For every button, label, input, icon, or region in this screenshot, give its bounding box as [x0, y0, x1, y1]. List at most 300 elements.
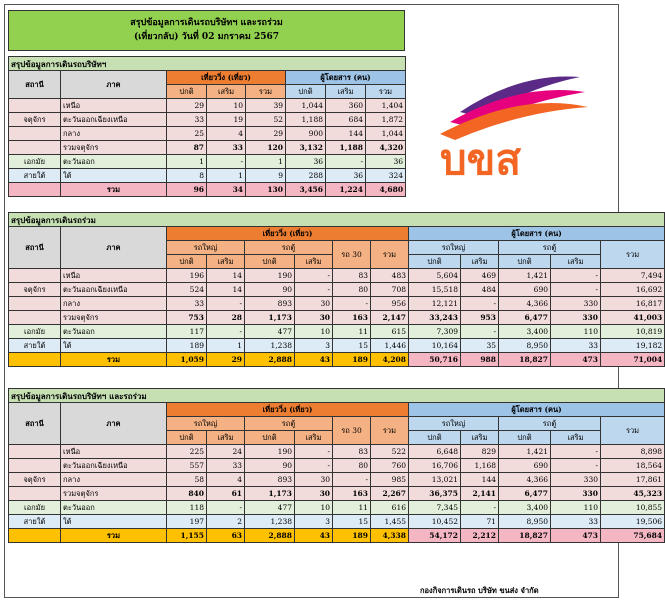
value-cell: 1,173 — [245, 487, 295, 501]
value-cell: 25 — [167, 127, 207, 141]
region-cell: ตะวันออก — [61, 325, 167, 339]
value-cell: 33 — [167, 113, 207, 127]
value-cell: 83 — [333, 445, 371, 459]
value-cell: 473 — [551, 353, 601, 367]
value-cell: 324 — [366, 169, 406, 183]
col-total: รวม — [371, 417, 409, 445]
value-cell: 14 — [207, 283, 245, 297]
value-cell: 2,147 — [371, 311, 409, 325]
value-cell: 71,004 — [601, 353, 665, 367]
value-cell: 18,564 — [601, 459, 665, 473]
value-cell: 288 — [286, 169, 326, 183]
value-cell: 80 — [333, 283, 371, 297]
value-cell: 18,827 — [499, 353, 551, 367]
value-cell: 1 — [167, 155, 207, 169]
value-cell: 71 — [461, 515, 499, 529]
value-cell: - — [295, 445, 333, 459]
table-row — [9, 529, 665, 543]
col-total: รวม — [366, 85, 406, 99]
value-cell: 2,212 — [461, 529, 499, 543]
value-cell: - — [207, 155, 246, 169]
value-cell: 953 — [461, 311, 499, 325]
value-cell: 760 — [371, 459, 409, 473]
value-cell: 19,182 — [601, 339, 665, 353]
value-cell: 690 — [499, 459, 551, 473]
value-cell: 3,132 — [286, 141, 326, 155]
value-cell: 118 — [167, 501, 207, 515]
value-cell: 197 — [167, 515, 207, 529]
value-cell: - — [551, 269, 601, 283]
col-big-bus: รถใหญ่ — [409, 241, 499, 255]
value-cell: 956 — [371, 297, 409, 311]
value-cell: 1,155 — [167, 529, 207, 543]
region-cell: กลาง — [61, 127, 167, 141]
value-cell: 16,692 — [601, 283, 665, 297]
table-body — [9, 445, 665, 543]
value-cell: - — [207, 325, 245, 339]
value-cell: 1,238 — [245, 339, 295, 353]
table-row — [9, 169, 406, 183]
table-row — [9, 515, 665, 529]
region-cell: ตะวันออกเฉียงเหนือ — [61, 283, 167, 297]
value-cell: 45,323 — [601, 487, 665, 501]
station-cell — [9, 529, 61, 543]
value-cell: 330 — [551, 487, 601, 501]
value-cell: 900 — [286, 127, 326, 141]
col-station: สถานี — [9, 227, 61, 269]
value-cell: - — [551, 445, 601, 459]
value-cell: 17,861 — [601, 473, 665, 487]
col-extra: เสริม — [295, 431, 333, 445]
col-van: รถตู้ — [245, 417, 333, 431]
value-cell: 19,506 — [601, 515, 665, 529]
value-cell: 12,121 — [409, 297, 461, 311]
value-cell: 330 — [551, 311, 601, 325]
value-cell: 477 — [245, 501, 295, 515]
col-extra: เสริม — [207, 85, 246, 99]
region-cell: กลาง — [61, 297, 167, 311]
region-cell: เหนือ — [61, 99, 167, 113]
col-big-bus: รถใหญ่ — [167, 417, 245, 431]
col-van: รถตู้ — [499, 417, 601, 431]
station-cell: สายใต้ — [9, 169, 61, 183]
value-cell: 130 — [246, 183, 286, 197]
value-cell: 15,518 — [409, 283, 461, 297]
region-cell: ใต้ — [61, 339, 167, 353]
value-cell: - — [207, 501, 245, 515]
value-cell: 96 — [167, 183, 207, 197]
region-cell: รวม — [61, 529, 167, 543]
col-normal: ปกติ — [167, 85, 207, 99]
value-cell: 3,400 — [499, 325, 551, 339]
value-cell: 15 — [333, 339, 371, 353]
table-row — [9, 297, 665, 311]
value-cell: 3,456 — [286, 183, 326, 197]
value-cell: 690 — [499, 283, 551, 297]
value-cell: 3 — [295, 339, 333, 353]
region-cell: รวมจตุจักร — [61, 311, 167, 325]
value-cell: 469 — [461, 269, 499, 283]
col-extra: เสริม — [551, 431, 601, 445]
value-cell: 8 — [167, 169, 207, 183]
table-row — [9, 141, 406, 155]
value-cell: 144 — [326, 127, 366, 141]
value-cell: - — [207, 297, 245, 311]
col-station: สถานี — [9, 403, 61, 445]
value-cell: 4,366 — [499, 297, 551, 311]
value-cell: 4,320 — [366, 141, 406, 155]
value-cell: 1,421 — [499, 445, 551, 459]
value-cell: 708 — [371, 283, 409, 297]
value-cell: 1 — [207, 339, 245, 353]
value-cell: - — [295, 283, 333, 297]
col-normal: ปกติ — [499, 431, 551, 445]
value-cell: 19 — [207, 113, 246, 127]
table-row — [9, 269, 665, 283]
value-cell: - — [551, 283, 601, 297]
col-trips: เที่ยววิ่ง (เที่ยว) — [167, 71, 286, 85]
table-row — [9, 183, 406, 197]
value-cell: 4 — [207, 127, 246, 141]
table-row — [9, 325, 665, 339]
value-cell: 16,706 — [409, 459, 461, 473]
table-body — [9, 269, 665, 367]
station-cell — [9, 269, 61, 283]
col-big-bus: รถใหญ่ — [167, 241, 245, 255]
value-cell: 4,680 — [366, 183, 406, 197]
value-cell: 36 — [366, 155, 406, 169]
value-cell: 87 — [167, 141, 207, 155]
value-cell: 63 — [207, 529, 245, 543]
col-extra: เสริม — [461, 255, 499, 269]
value-cell: 2,267 — [371, 487, 409, 501]
value-cell: 1,044 — [286, 99, 326, 113]
table-row — [9, 473, 665, 487]
value-cell: 2,888 — [245, 353, 295, 367]
col-region: ภาค — [61, 403, 167, 445]
value-cell: 483 — [371, 269, 409, 283]
value-cell: - — [295, 459, 333, 473]
value-cell: 7,494 — [601, 269, 665, 283]
table-row — [9, 487, 665, 501]
company-summary-table — [8, 56, 406, 197]
table-row — [9, 311, 665, 325]
col-region: ภาค — [61, 71, 167, 99]
station-cell — [9, 183, 61, 197]
value-cell: - — [461, 325, 499, 339]
region-cell: ตะวันออกเฉียงเหนือ — [61, 113, 167, 127]
table-row — [9, 445, 665, 459]
value-cell: 61 — [207, 487, 245, 501]
value-cell: 1,455 — [371, 515, 409, 529]
value-cell: 189 — [333, 529, 371, 543]
col-extra: เสริม — [207, 431, 245, 445]
value-cell: 75,684 — [601, 529, 665, 543]
station-cell: จตุจักร — [9, 473, 61, 487]
table-row — [9, 501, 665, 515]
station-cell — [9, 487, 61, 501]
value-cell: 1,404 — [366, 99, 406, 113]
region-cell: ใต้ — [61, 515, 167, 529]
value-cell: 120 — [246, 141, 286, 155]
value-cell: 8,950 — [499, 339, 551, 353]
col-region: ภาค — [61, 227, 167, 269]
value-cell: 29 — [207, 353, 245, 367]
value-cell: 1,188 — [326, 141, 366, 155]
region-cell: รวมจตุจักร — [61, 141, 167, 155]
value-cell: 2,888 — [245, 529, 295, 543]
col-total: รวม — [371, 241, 409, 269]
value-cell: 5,604 — [409, 269, 461, 283]
value-cell: 2,141 — [461, 487, 499, 501]
col-extra: เสริม — [326, 85, 366, 99]
col-station: สถานี — [9, 71, 61, 99]
table-row — [9, 459, 665, 473]
footer-credit: กองกิจการเดินรถ บริษัท ขนส่ง จำกัด — [420, 586, 539, 595]
station-cell — [9, 445, 61, 459]
col-normal: ปกติ — [167, 431, 207, 445]
station-cell: เอกมัย — [9, 501, 61, 515]
value-cell: 11 — [333, 501, 371, 515]
value-cell: 4,208 — [371, 353, 409, 367]
value-cell: 1 — [207, 169, 246, 183]
value-cell: 2 — [207, 515, 245, 529]
value-cell: 50,716 — [409, 353, 461, 367]
region-cell: รวมจตุจักร — [61, 487, 167, 501]
value-cell: 1,173 — [245, 311, 295, 325]
col-total: รวม — [246, 85, 286, 99]
value-cell: 10 — [207, 99, 246, 113]
col-passengers: ผู้โดยสาร (คน) — [409, 403, 665, 417]
table-row — [9, 339, 665, 353]
logo-text: บขส — [440, 135, 522, 184]
col-passengers: ผู้โดยสาร (คน) — [409, 227, 665, 241]
value-cell: 189 — [333, 353, 371, 367]
station-cell — [9, 127, 61, 141]
station-cell: จตุจักร — [9, 113, 61, 127]
col-extra: เสริม — [551, 255, 601, 269]
region-cell: รวม — [61, 353, 167, 367]
value-cell: 14 — [207, 269, 245, 283]
value-cell: 33,243 — [409, 311, 461, 325]
value-cell: 34 — [207, 183, 246, 197]
value-cell: - — [461, 501, 499, 515]
table-row — [9, 99, 406, 113]
region-cell: เหนือ — [61, 269, 167, 283]
value-cell: 3 — [295, 515, 333, 529]
value-cell: 893 — [245, 473, 295, 487]
col-van: รถตู้ — [499, 241, 601, 255]
value-cell: 10,855 — [601, 501, 665, 515]
value-cell: 43 — [295, 529, 333, 543]
value-cell: 753 — [167, 311, 207, 325]
value-cell: 39 — [246, 99, 286, 113]
value-cell: - — [326, 155, 366, 169]
value-cell: 524 — [167, 283, 207, 297]
value-cell: - — [333, 473, 371, 487]
value-cell: 83 — [333, 269, 371, 283]
station-cell — [9, 99, 61, 113]
value-cell: 360 — [326, 99, 366, 113]
value-cell: 110 — [551, 501, 601, 515]
value-cell: 196 — [167, 269, 207, 283]
col-normal: ปกติ — [245, 255, 295, 269]
station-cell — [9, 459, 61, 473]
col-big-bus: รถใหญ่ — [409, 417, 499, 431]
col-normal: ปกติ — [409, 431, 461, 445]
value-cell: 30 — [295, 311, 333, 325]
value-cell: 30 — [295, 473, 333, 487]
value-cell: 1,872 — [366, 113, 406, 127]
value-cell: 117 — [167, 325, 207, 339]
value-cell: 557 — [167, 459, 207, 473]
value-cell: 4,366 — [499, 473, 551, 487]
region-cell: กลาง — [61, 473, 167, 487]
value-cell: 684 — [326, 113, 366, 127]
col-van: รถตู้ — [245, 241, 333, 255]
col-extra: เสริม — [461, 431, 499, 445]
value-cell: 330 — [551, 297, 601, 311]
value-cell: 10 — [295, 325, 333, 339]
value-cell: 29 — [246, 127, 286, 141]
station-cell: สายใต้ — [9, 515, 61, 529]
value-cell: 33 — [551, 339, 601, 353]
value-cell: 3,400 — [499, 501, 551, 515]
table-row — [9, 353, 665, 367]
col-total: รวม — [601, 241, 665, 269]
value-cell: 11 — [333, 325, 371, 339]
station-cell — [9, 297, 61, 311]
value-cell: 1,044 — [366, 127, 406, 141]
value-cell: 1,059 — [167, 353, 207, 367]
col-normal: ปกติ — [245, 431, 295, 445]
value-cell: 33 — [551, 515, 601, 529]
value-cell: 1,421 — [499, 269, 551, 283]
table-row — [9, 155, 406, 169]
value-cell: 29 — [167, 99, 207, 113]
value-cell: 522 — [371, 445, 409, 459]
value-cell: - — [461, 297, 499, 311]
col-total: รวม — [601, 417, 665, 445]
station-cell — [9, 353, 61, 367]
table-title: สรุปข้อมูลการเดินรถบริษัทฯ และรถร่วม — [9, 389, 665, 403]
value-cell: 16,817 — [601, 297, 665, 311]
table-body — [9, 99, 406, 197]
value-cell: 35 — [461, 339, 499, 353]
table-title: สรุปข้อมูลการเดินรถบริษัทฯ — [9, 57, 406, 71]
table-title: สรุปข้อมูลการเดินรถร่วม — [9, 213, 665, 227]
header-line2: (เที่ยวกลับ) วันที่ 02 มกราคม 2567 — [134, 32, 279, 42]
bks-logo — [420, 62, 590, 182]
col-extra: เสริม — [207, 255, 245, 269]
value-cell: 1,238 — [245, 515, 295, 529]
region-cell: ตะวันออก — [61, 155, 167, 169]
value-cell: 163 — [333, 311, 371, 325]
value-cell: 33 — [207, 459, 245, 473]
value-cell: 6,648 — [409, 445, 461, 459]
region-cell: ใต้ — [61, 169, 167, 183]
col-normal: ปกติ — [167, 255, 207, 269]
value-cell: 477 — [245, 325, 295, 339]
value-cell: 4 — [207, 473, 245, 487]
value-cell: 18,827 — [499, 529, 551, 543]
value-cell: 893 — [245, 297, 295, 311]
value-cell: 13,021 — [409, 473, 461, 487]
station-cell: เอกมัย — [9, 325, 61, 339]
value-cell: 6,477 — [499, 487, 551, 501]
value-cell: 15 — [333, 515, 371, 529]
region-cell: ตะวันออก — [61, 501, 167, 515]
col-passengers: ผู้โดยสาร (คน) — [286, 71, 406, 85]
station-cell: จตุจักร — [9, 283, 61, 297]
combined-summary-table — [8, 388, 665, 543]
value-cell: - — [551, 459, 601, 473]
value-cell: 985 — [371, 473, 409, 487]
value-cell: 4,338 — [371, 529, 409, 543]
value-cell: 190 — [245, 445, 295, 459]
value-cell: 43 — [295, 353, 333, 367]
value-cell: 36,375 — [409, 487, 461, 501]
value-cell: - — [333, 297, 371, 311]
value-cell: 41,003 — [601, 311, 665, 325]
value-cell: 988 — [461, 353, 499, 367]
station-cell: สายใต้ — [9, 339, 61, 353]
value-cell: 36 — [286, 155, 326, 169]
value-cell: 30 — [295, 297, 333, 311]
value-cell: 36 — [326, 169, 366, 183]
col-extra: เสริม — [295, 255, 333, 269]
col-r30: รถ 30 — [333, 417, 371, 445]
value-cell: 163 — [333, 487, 371, 501]
value-cell: 80 — [333, 459, 371, 473]
value-cell: 110 — [551, 325, 601, 339]
col-normal: ปกติ — [499, 255, 551, 269]
col-normal: ปกติ — [409, 255, 461, 269]
value-cell: 90 — [245, 283, 295, 297]
value-cell: 1 — [246, 155, 286, 169]
value-cell: 189 — [167, 339, 207, 353]
value-cell: 6,477 — [499, 311, 551, 325]
region-cell: ตะวันออกเฉียงเหนือ — [61, 459, 167, 473]
table-row — [9, 283, 665, 297]
value-cell: 840 — [167, 487, 207, 501]
value-cell: 8,898 — [601, 445, 665, 459]
value-cell: 7,345 — [409, 501, 461, 515]
value-cell: 144 — [461, 473, 499, 487]
station-cell: เอกมัย — [9, 155, 61, 169]
value-cell: 30 — [295, 487, 333, 501]
value-cell: 1,168 — [461, 459, 499, 473]
value-cell: 28 — [207, 311, 245, 325]
value-cell: 615 — [371, 325, 409, 339]
value-cell: 10,819 — [601, 325, 665, 339]
value-cell: - — [295, 269, 333, 283]
value-cell: 8,950 — [499, 515, 551, 529]
col-r30: รถ 30 — [333, 241, 371, 269]
value-cell: 1,188 — [286, 113, 326, 127]
value-cell: 10,164 — [409, 339, 461, 353]
col-normal: ปกติ — [286, 85, 326, 99]
col-trips: เที่ยววิ่ง (เที่ยว) — [167, 403, 409, 417]
header-line1: สรุปข้อมูลการเดินรถบริษัทฯ และรถร่วม — [130, 18, 283, 28]
report-header — [8, 10, 405, 51]
table-row — [9, 113, 406, 127]
value-cell: 829 — [461, 445, 499, 459]
col-trips: เที่ยววิ่ง (เที่ยว) — [167, 227, 409, 241]
value-cell: 10,452 — [409, 515, 461, 529]
value-cell: 225 — [167, 445, 207, 459]
value-cell: 58 — [167, 473, 207, 487]
